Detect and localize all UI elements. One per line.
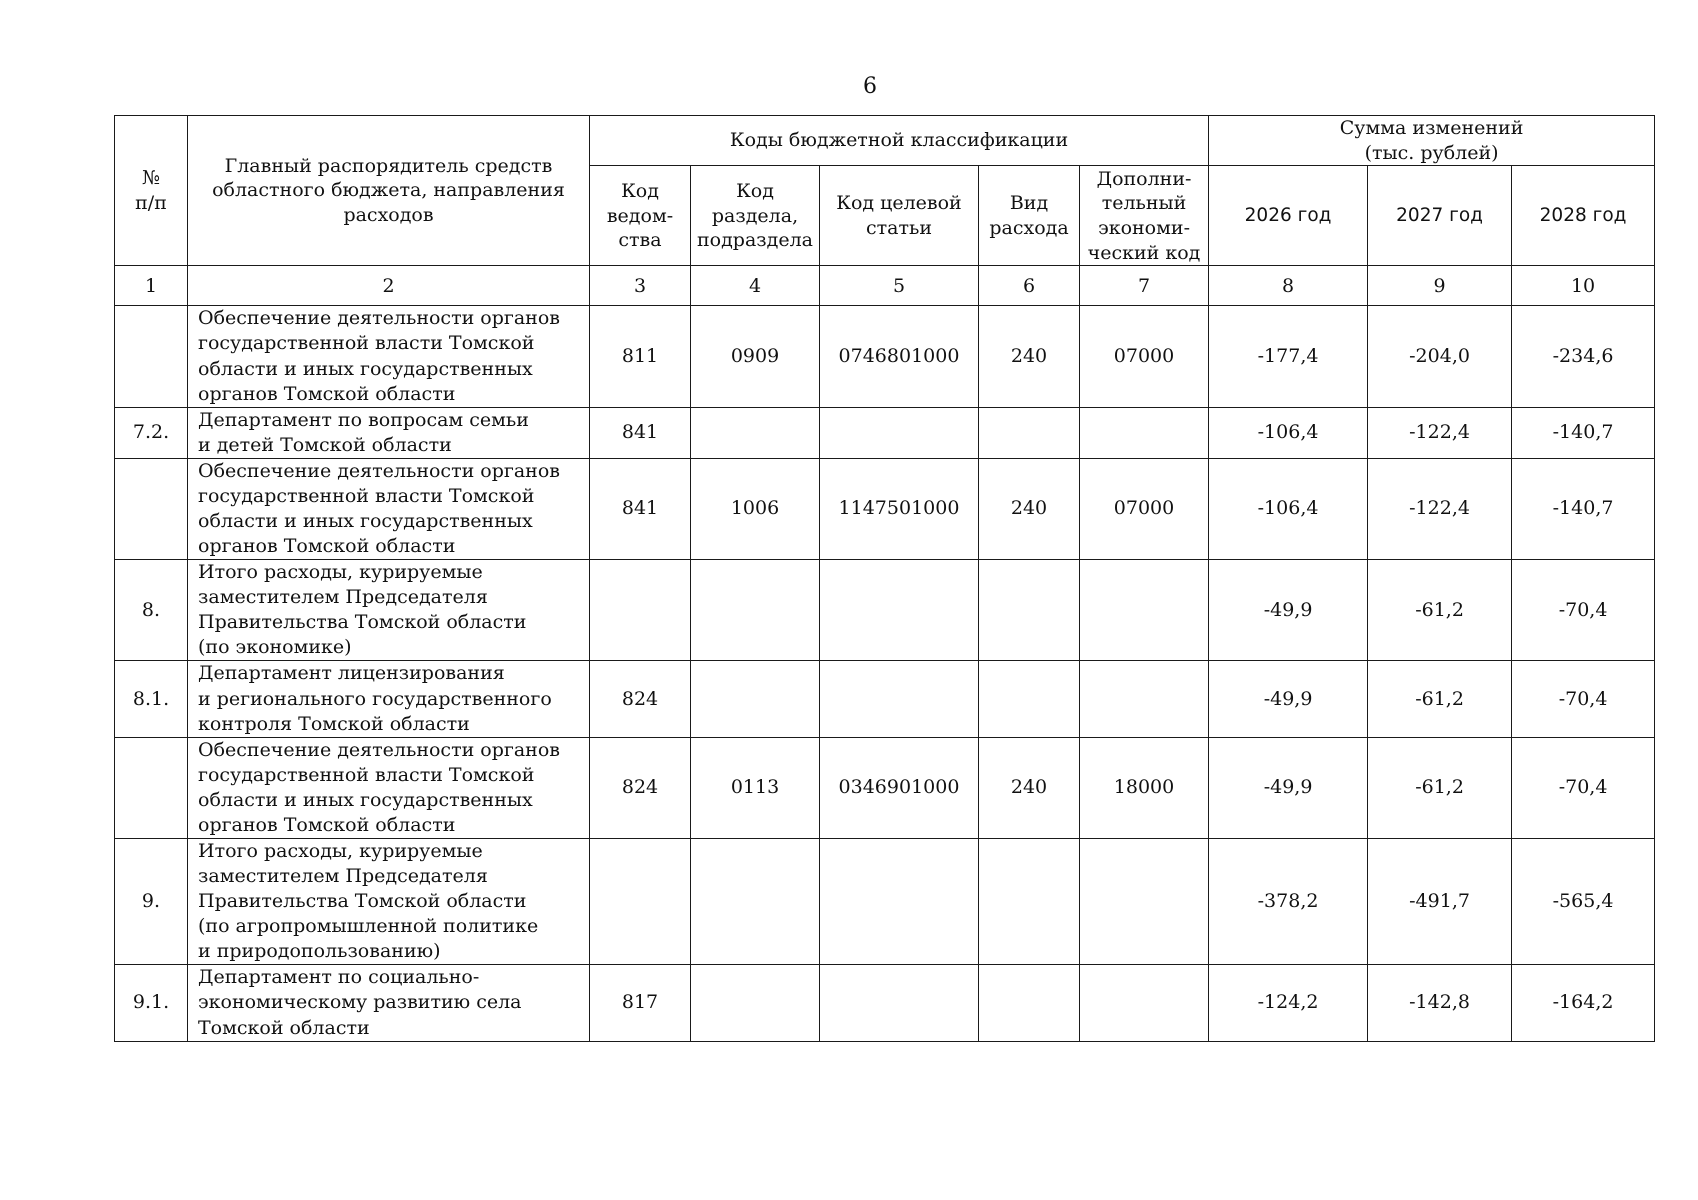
cell-razdel: 0909	[691, 306, 820, 407]
header-num: № п/п	[115, 116, 188, 266]
table-row	[115, 839, 1655, 965]
cell-name: Департамент по социально- экономическому развитию села Томской области	[188, 965, 590, 1041]
cell-2027: -142,8	[1368, 965, 1512, 1041]
page-number: 6	[863, 74, 877, 99]
cell-ved: 824	[590, 661, 691, 737]
cell-dop: 07000	[1080, 306, 1209, 407]
col-number: 2	[188, 266, 590, 306]
cell-2028: -565,4	[1512, 839, 1655, 965]
cell-2026: -49,9	[1209, 661, 1368, 737]
cell-vr	[979, 407, 1080, 458]
cell-ved: 824	[590, 737, 691, 838]
table-row	[115, 306, 1655, 407]
cell-csr	[820, 407, 979, 458]
cell-2027: -61,2	[1368, 737, 1512, 838]
cell-2027: -61,2	[1368, 560, 1512, 661]
header-ved: Код ведом- ства	[590, 166, 691, 266]
cell-2028: -140,7	[1512, 458, 1655, 559]
table-row	[115, 407, 1655, 458]
cell-razdel: 1006	[691, 458, 820, 559]
cell-name: Итого расходы, курируемые заместителем Председателя Правительства Томской области (по агропромышленной политике и природопользованию)	[188, 839, 590, 965]
cell-csr: 0346901000	[820, 737, 979, 838]
cell-vr	[979, 965, 1080, 1041]
cell-csr	[820, 839, 979, 965]
cell-ved	[590, 560, 691, 661]
cell-2026: -378,2	[1209, 839, 1368, 965]
cell-2028: -164,2	[1512, 965, 1655, 1041]
cell-2027: -61,2	[1368, 661, 1512, 737]
table-body	[115, 306, 1655, 1041]
cell-csr: 1147501000	[820, 458, 979, 559]
header-name: Главный распорядитель средств областного бюджета, направления расходов	[188, 116, 590, 266]
cell-razdel	[691, 965, 820, 1041]
cell-razdel	[691, 661, 820, 737]
header-dop: Дополни- тельный экономи- ческий код	[1080, 166, 1209, 266]
cell-razdel: 0113	[691, 737, 820, 838]
cell-vr: 240	[979, 458, 1080, 559]
header-razdel: Код раздела, подраздела	[691, 166, 820, 266]
cell-2027: -122,4	[1368, 458, 1512, 559]
cell-num: 9.	[115, 839, 188, 965]
cell-csr	[820, 560, 979, 661]
cell-2026: -177,4	[1209, 306, 1368, 407]
cell-dop	[1080, 661, 1209, 737]
cell-name: Департамент по вопросам семьи и детей Томской области	[188, 407, 590, 458]
cell-dop	[1080, 839, 1209, 965]
header-csr: Код целевой статьи	[820, 166, 979, 266]
cell-2028: -70,4	[1512, 661, 1655, 737]
cell-name: Обеспечение деятельности органов государственной власти Томской области и иных государственных органов Томской области	[188, 737, 590, 838]
cell-razdel	[691, 560, 820, 661]
cell-razdel	[691, 839, 820, 965]
cell-ved: 817	[590, 965, 691, 1041]
cell-ved: 841	[590, 407, 691, 458]
cell-vr	[979, 560, 1080, 661]
cell-vr: 240	[979, 737, 1080, 838]
cell-vr	[979, 839, 1080, 965]
cell-num	[115, 306, 188, 407]
cell-vr: 240	[979, 306, 1080, 407]
cell-num: 8.	[115, 560, 188, 661]
col-number: 3	[590, 266, 691, 306]
cell-csr	[820, 965, 979, 1041]
cell-num: 8.1.	[115, 661, 188, 737]
cell-name: Итого расходы, курируемые заместителем Председателя Правительства Томской области (по экономике)	[188, 560, 590, 661]
budget-changes-table	[114, 115, 1655, 1042]
header-group-codes: Коды бюджетной классификации	[590, 116, 1209, 166]
cell-2028: -234,6	[1512, 306, 1655, 407]
col-number: 4	[691, 266, 820, 306]
cell-2028: -70,4	[1512, 560, 1655, 661]
header-year-2026: 2026 год	[1209, 166, 1368, 266]
cell-2026: -49,9	[1209, 560, 1368, 661]
cell-2026: -124,2	[1209, 965, 1368, 1041]
cell-razdel	[691, 407, 820, 458]
col-number: 8	[1209, 266, 1368, 306]
table-row	[115, 661, 1655, 737]
col-number: 9	[1368, 266, 1512, 306]
cell-vr	[979, 661, 1080, 737]
cell-num: 9.1.	[115, 965, 188, 1041]
cell-2027: -122,4	[1368, 407, 1512, 458]
header-year-2028: 2028 год	[1512, 166, 1655, 266]
cell-ved: 841	[590, 458, 691, 559]
table-row	[115, 458, 1655, 559]
col-number: 7	[1080, 266, 1209, 306]
cell-name: Обеспечение деятельности органов государственной власти Томской области и иных государственных органов Томской области	[188, 306, 590, 407]
col-number: 5	[820, 266, 979, 306]
cell-num	[115, 737, 188, 838]
cell-2027: -204,0	[1368, 306, 1512, 407]
cell-2026: -106,4	[1209, 407, 1368, 458]
cell-dop	[1080, 965, 1209, 1041]
header-group-sum: Сумма изменений (тыс. рублей)	[1209, 116, 1655, 166]
cell-dop: 18000	[1080, 737, 1209, 838]
col-number: 1	[115, 266, 188, 306]
cell-num: 7.2.	[115, 407, 188, 458]
cell-num	[115, 458, 188, 559]
table-row	[115, 560, 1655, 661]
cell-ved: 811	[590, 306, 691, 407]
table-row	[115, 737, 1655, 838]
cell-name: Обеспечение деятельности органов государственной власти Томской области и иных государственных органов Томской области	[188, 458, 590, 559]
column-numbers-row	[115, 266, 1655, 306]
header-vr: Вид расхода	[979, 166, 1080, 266]
table-header	[115, 116, 1655, 306]
cell-csr	[820, 661, 979, 737]
cell-2028: -140,7	[1512, 407, 1655, 458]
cell-dop: 07000	[1080, 458, 1209, 559]
header-year-2027: 2027 год	[1368, 166, 1512, 266]
cell-2026: -106,4	[1209, 458, 1368, 559]
cell-2028: -70,4	[1512, 737, 1655, 838]
col-number: 10	[1512, 266, 1655, 306]
col-number: 6	[979, 266, 1080, 306]
cell-dop	[1080, 407, 1209, 458]
table-row	[115, 965, 1655, 1041]
cell-csr: 0746801000	[820, 306, 979, 407]
cell-name: Департамент лицензирования и регионального государственного контроля Томской области	[188, 661, 590, 737]
cell-ved	[590, 839, 691, 965]
cell-dop	[1080, 560, 1209, 661]
cell-2027: -491,7	[1368, 839, 1512, 965]
cell-2026: -49,9	[1209, 737, 1368, 838]
